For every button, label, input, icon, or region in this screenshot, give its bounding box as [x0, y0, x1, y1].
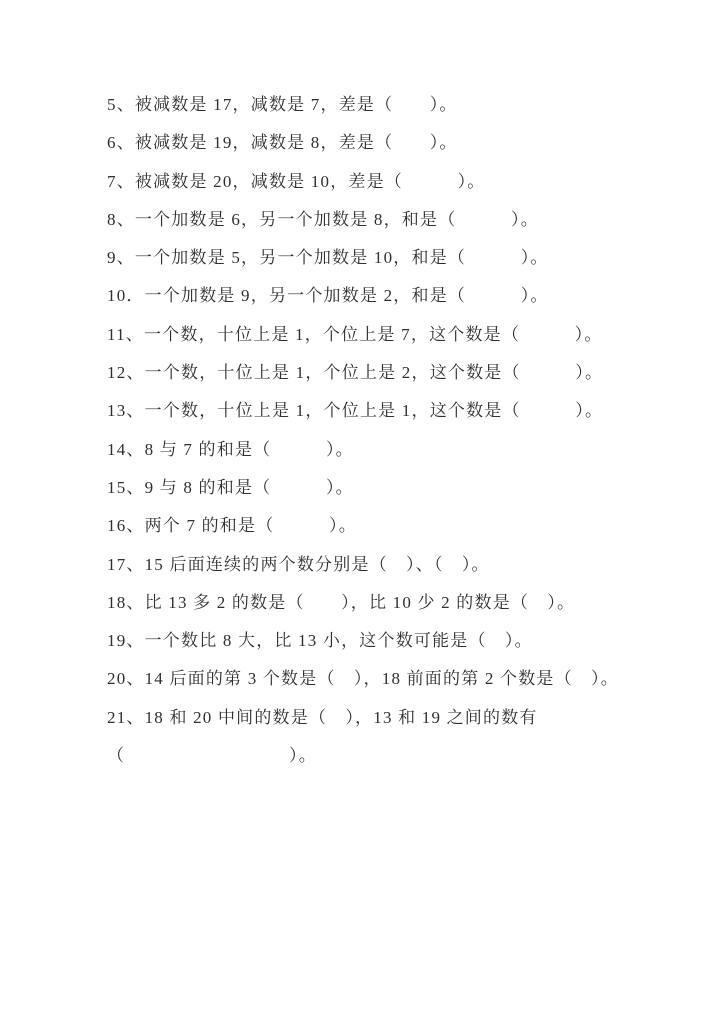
question-line: 19、一个数比 8 大，比 13 小，这个数可能是（ ）。: [107, 631, 533, 651]
question-line: 7、被减数是 20，减数是 10，差是（ ）。: [107, 171, 486, 191]
question-line: 18、比 13 多 2 的数是（ ），比 10 少 2 的数是（ ）。: [107, 592, 576, 612]
question-line: 20、14 后面的第 3 个数是（ ），18 前面的第 2 个数是（ ）。: [107, 669, 619, 689]
question-line: 17、15 后面连续的两个数分别是（ ）、（ ）。: [107, 554, 490, 574]
question-line: 11、一个数，十位上是 1，个位上是 7，这个数是（ ）。: [107, 324, 603, 344]
question-line: 10．一个加数是 9，另一个加数是 2，和是（ ）。: [107, 286, 549, 306]
question-line: 16、两个 7 的和是（ ）。: [107, 516, 357, 536]
question-line: 6、被减数是 19，减数是 8，差是（ ）。: [107, 133, 458, 153]
question-line: 13、一个数，十位上是 1，个位上是 1，这个数是（ ）。: [107, 401, 604, 421]
question-line: 5、被减数是 17，减数是 7，差是（ ）。: [107, 95, 458, 114]
question-line: 21、18 和 20 中间的数是（ ），13 和 19 之间的数有: [107, 707, 538, 727]
question-line: 15、9 与 8 的和是（ ）。: [107, 477, 354, 497]
question-list: [107, 86, 647, 775]
question-line: （ ）。: [107, 746, 317, 766]
question-line: 12、一个数，十位上是 1，个位上是 2，这个数是（ ）。: [107, 363, 604, 383]
question-line: 9、一个加数是 5，另一个加数是 10，和是（ ）。: [107, 248, 549, 268]
question-line: 14、8 与 7 的和是（ ）。: [107, 439, 354, 459]
question-line: 8、一个加数是 6，另一个加数是 8，和是（ ）。: [107, 209, 539, 229]
